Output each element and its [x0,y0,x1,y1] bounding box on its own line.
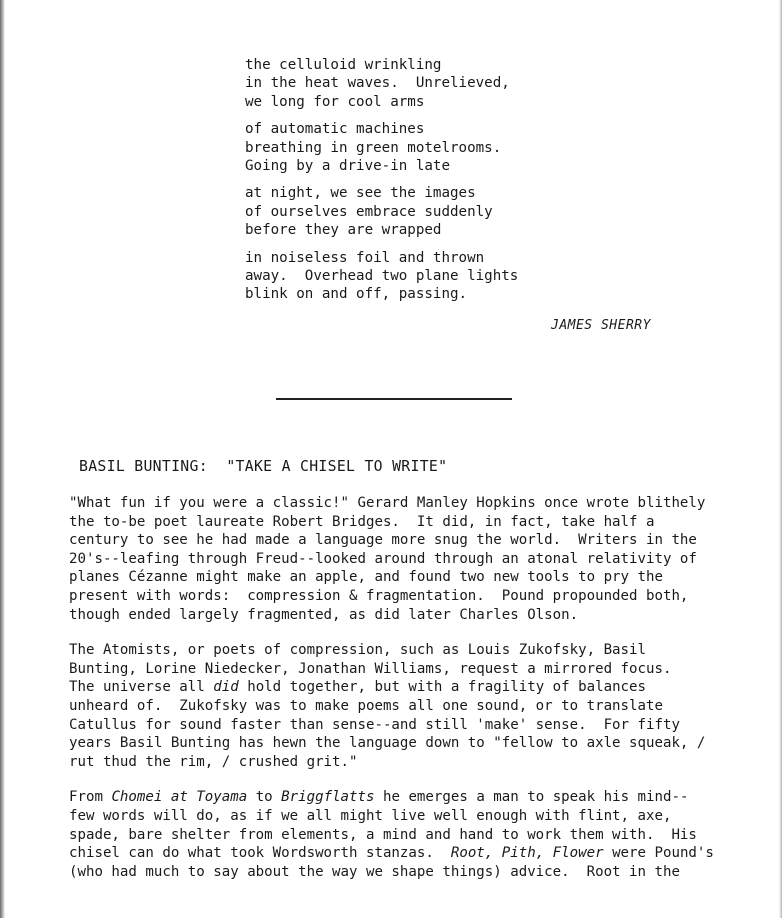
essay-line: years Basil Bunting has hewn the language down to "fellow to axle squeak, / [69,735,706,752]
essay-line [69,678,714,697]
poem-stanza-3 [245,184,518,239]
page-binding-edge [0,0,5,918]
essay-line: planes Cézanne might make an apple, and found two new tools to pry the [69,569,663,586]
essay-line: present with words: compression & fragmentation. Pound propounded both, [69,587,689,604]
essay-line: the to-be poet laureate Robert Bridges. It did, in fact, take half a [69,513,655,530]
poem-line: at night, we see the images [245,185,476,202]
essay-line: "What fun if you were a classic!" Gerard Manley Hopkins once wrote blithely [69,495,706,511]
poem-line: of automatic machines [245,121,425,138]
poem-line: the celluloid wrinkling [245,57,442,73]
essay-line: Bunting, Lorine Niedecker, Jonathan Williams, request a mirrored focus. [69,660,672,677]
poem-author: JAMES SHERRY [551,318,651,333]
book-title-briggflatts: Briggflatts [281,789,375,806]
poem-line: blink on and off, passing. [245,286,468,303]
essay-line: 20's--leafing through Freud--looked around through an atonal relativity of [69,550,697,567]
essay-line: spade, bare shelter from elements, a mind and hand to work them with. His [69,826,697,843]
emphasis-did: did [213,679,239,696]
essay-text: were Pound's [603,845,714,862]
essay-paragraph-3 [69,788,714,881]
essay-text: chisel can do what took Wordsworth stanzas. [69,845,451,862]
essay-text: hold together, but with a fragility of balances [238,679,647,696]
poem-line: of ourselves embrace suddenly [245,203,493,220]
essay-line: few words will do, as if we all might live well enough with flint, axe, [69,807,672,824]
essay-line: The Atomists, or poets of compression, such as Louis Zukofsky, Basil [69,642,646,659]
essay-line: century to see he had made a language more snug the world. Writers in the [69,532,697,549]
section-divider [276,398,512,400]
essay-line [69,844,714,863]
poem-line: we long for cool arms [245,93,425,110]
poem-stanza-2 [245,120,518,175]
essay-text: he emerges a man to speak his mind-- [374,789,689,806]
essay-line: though ended largely fragmented, as did later Charles Olson. [69,606,579,623]
essay-title: BASIL BUNTING: "TAKE A CHISEL TO WRITE" [79,458,448,475]
poem-line: before they are wrapped [245,222,442,239]
essay-text: From [69,789,112,806]
emphasis-root-pith-flower: Root, Pith, Flower [450,845,604,862]
poem-line: breathing in green motelrooms. [245,139,502,156]
essay-line [69,788,714,807]
essay-body [69,494,714,898]
essay-text: to [247,789,282,806]
essay-line: (who had much to say about the way we shape things) advice. Root in the [69,863,680,880]
essay-paragraph-1 [69,494,714,624]
poem-line: Going by a drive-in late [245,158,450,175]
essay-line: rut thud the rim, / crushed grit." [69,753,358,770]
book-title-chomei: Chomei at Toyama [111,789,248,806]
poem-line: away. Overhead two plane lights [245,268,519,285]
poem-stanza-1 [245,56,518,111]
poem [245,56,518,313]
essay-text: The universe all [69,679,214,696]
poem-line: in the heat waves. Unrelieved, [245,75,510,92]
essay-line: Catullus for sound faster than sense--and still 'make' sense. For fifty [69,716,680,733]
poem-line: in noiseless foil and thrown [245,249,485,266]
essay-paragraph-2 [69,641,714,771]
poem-stanza-4 [245,249,518,304]
essay-line: unheard of. Zukofsky was to make poems all one sound, or to translate [69,697,663,714]
